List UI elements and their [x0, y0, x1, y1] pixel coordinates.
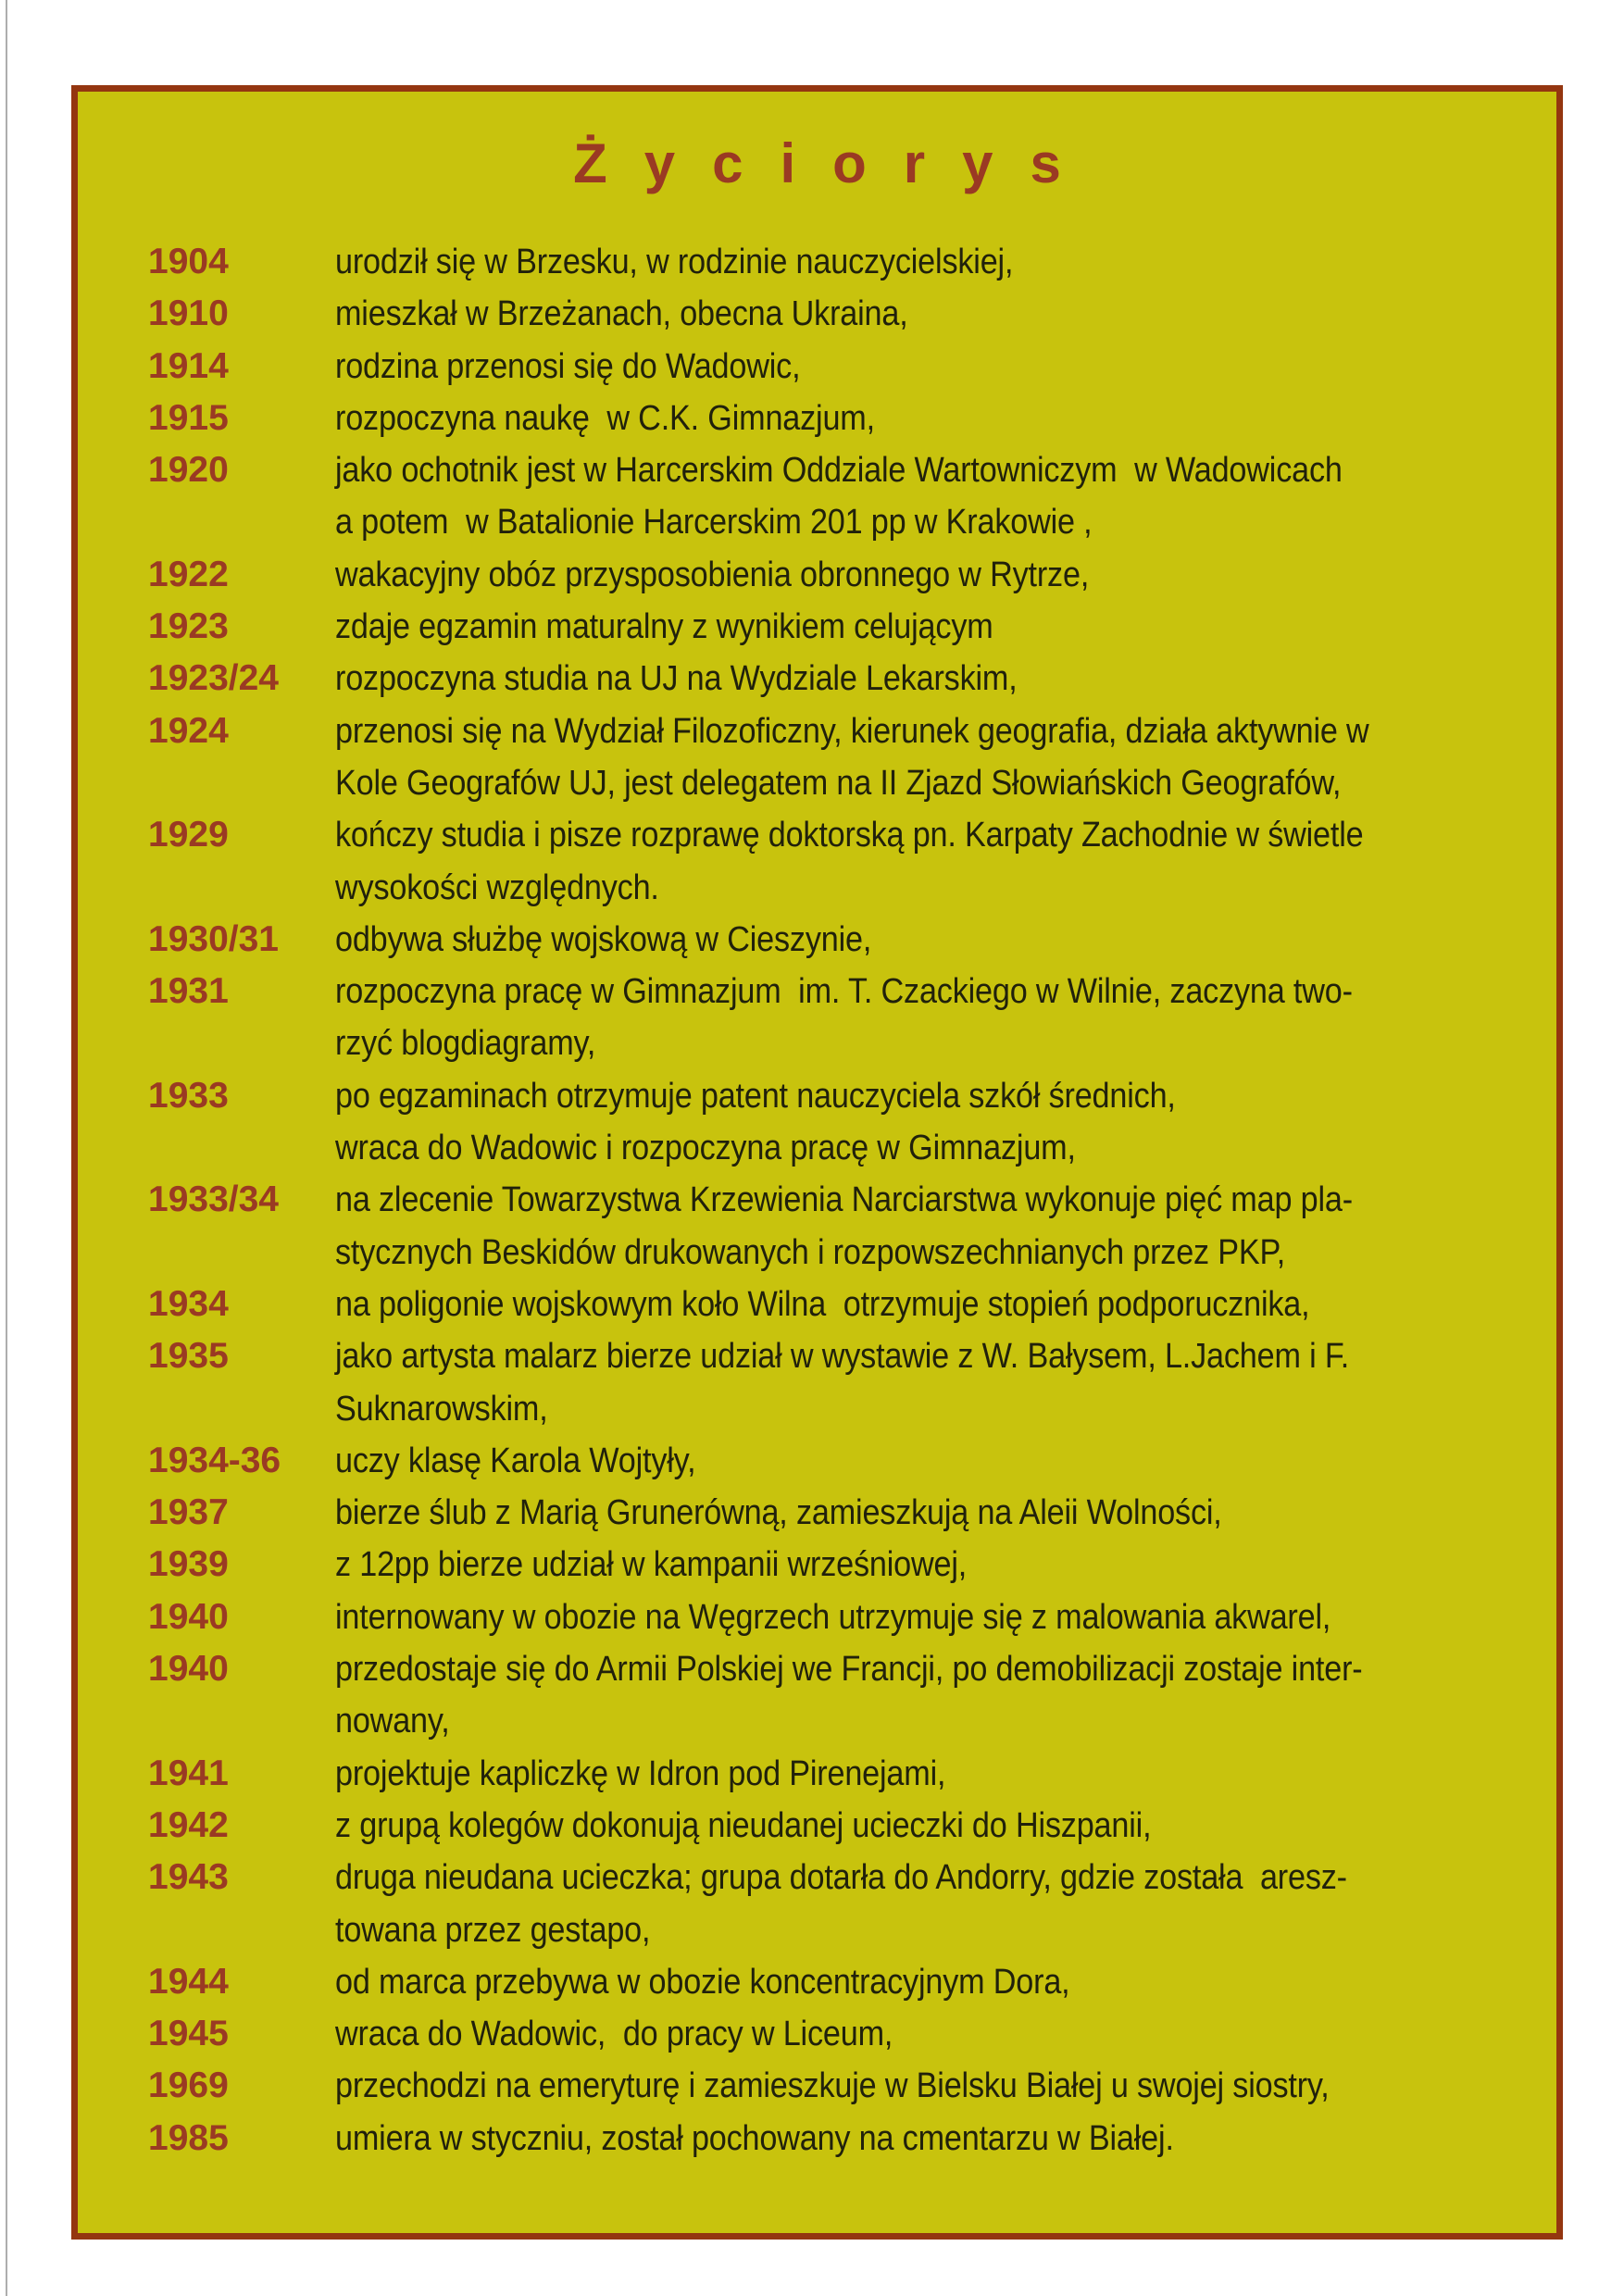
entry-text-line: jako ochotnik jest w Harcerskim Oddziale Wartowniczym w Wadowicach [335, 451, 1343, 491]
entry-year: 1942 [148, 1804, 229, 1845]
entry-year: 1937 [148, 1492, 229, 1533]
entry-text [335, 1539, 1518, 1591]
entry-text [335, 914, 1518, 966]
entry-text-line: na zlecenie Towarzystwa Krzewienia Narciarstwa wykonuje pięć map pla- [335, 1180, 1353, 1220]
entry-year: 1924 [148, 710, 229, 751]
entry-text [335, 966, 1518, 1070]
entry-text [335, 1330, 1518, 1435]
timeline-entry [148, 1070, 1518, 1175]
entry-text [335, 288, 1518, 340]
entry-text-line: mieszkał w Brzeżanach, obecna Ukraina, [335, 294, 908, 334]
timeline [148, 236, 1518, 2165]
entry-text-line: z 12pp bierze udział w kampanii wrześniowej, [335, 1545, 968, 1585]
timeline-entry [148, 549, 1518, 601]
timeline-entry [148, 705, 1518, 810]
timeline-entry [148, 966, 1518, 1070]
timeline-entry [148, 1435, 1518, 1487]
entry-year: 1915 [148, 397, 229, 438]
timeline-entry [148, 236, 1518, 288]
entry-text-line: towana przez gestapo, [335, 1910, 651, 1950]
entry-text-line: jako artysta malarz bierze udział w wystawie z W. Bałysem, L.Jachem i F. [335, 1337, 1350, 1377]
entry-text [335, 809, 1518, 914]
entry-text-line: internowany w obozie na Węgrzech utrzymuje się z malowania akwarel, [335, 1597, 1331, 1637]
entry-text [335, 393, 1518, 444]
timeline-entry [148, 914, 1518, 966]
entry-year: 1934-36 [148, 1440, 281, 1480]
timeline-entry [148, 1539, 1518, 1591]
entry-text-line: odbywa służbę wojskową w Cieszynie, [335, 919, 872, 959]
timeline-entry [148, 2008, 1518, 2060]
entry-text [335, 1279, 1518, 1330]
entry-text-line: urodził się w Brzesku, w rodzinie nauczycielskiej, [335, 243, 1014, 281]
timeline-entry [148, 1643, 1518, 1748]
entry-text-line: umiera w styczniu, został pochowany na cmentarzu w Białej. [335, 2118, 1174, 2158]
entry-text-line: przedostaje się do Armii Polskiej we Francji, po demobilizacji zostaje inter- [335, 1650, 1363, 1690]
entry-text-line: rozpoczyna studia na UJ na Wydziale Lekarskim, [335, 659, 1018, 699]
entry-text-line: uczy klasę Karola Wojtyły, [335, 1441, 696, 1480]
entry-text [335, 1748, 1518, 1800]
entry-year: 1920 [148, 450, 229, 491]
entry-text-line: wraca do Wadowic i rozpoczyna pracę w Gimnazjum, [335, 1129, 1076, 1168]
entry-year: 1985 [148, 2117, 229, 2158]
timeline-entry [148, 1279, 1518, 1330]
timeline-entry [148, 444, 1518, 549]
entry-text [335, 1800, 1518, 1852]
entry-year: 1940 [148, 1649, 229, 1690]
entry-text [335, 1956, 1518, 2008]
entry-year: 1944 [148, 1961, 229, 2002]
entry-text-line: zdaje egzamin maturalny z wynikiem celującym [335, 607, 993, 647]
entry-year: 1914 [148, 345, 229, 386]
entry-text [335, 1174, 1518, 1279]
timeline-entry [148, 1956, 1518, 2008]
timeline-entry [148, 1591, 1518, 1643]
entry-text [335, 444, 1518, 549]
entry-text-line: rodzina przenosi się do Wadowic, [335, 346, 801, 386]
entry-text-line: rozpoczyna pracę w Gimnazjum im. T. Czackiego w Wilnie, zaczyna two- [335, 972, 1353, 1012]
entry-year: 1939 [148, 1544, 229, 1585]
entry-text-line: wakacyjny obóz przysposobienia obronnego w Rytrze, [335, 555, 1090, 594]
entry-text [335, 601, 1518, 653]
entry-year: 1934 [148, 1283, 229, 1324]
timeline-entry [148, 341, 1518, 393]
entry-text-line: z grupą kolegów dokonują nieudanej ucieczki do Hiszpanii, [335, 1805, 1152, 1845]
entry-text [335, 2060, 1518, 2112]
entry-text-line: bierze ślub z Marią Grunerówną, zamieszkują na Aleii Wolności, [335, 1493, 1222, 1533]
entry-text-line: na poligonie wojskowym koło Wilna otrzymuje stopień podporucznika, [335, 1284, 1310, 1324]
entry-text [335, 653, 1518, 705]
entry-year: 1945 [148, 2014, 229, 2054]
timeline-entry [148, 809, 1518, 914]
entry-text [335, 2113, 1518, 2165]
entry-text-line: projektuje kapliczkę w Idron pod Pirenejami, [335, 1753, 946, 1793]
entry-text-line: od marca przebywa w obozie koncentracyjnym Dora, [335, 1962, 1070, 2002]
biography-page [71, 85, 1563, 2240]
timeline-entry [148, 393, 1518, 444]
entry-text [335, 549, 1518, 601]
entry-year: 1943 [148, 1857, 229, 1898]
timeline-entry [148, 1174, 1518, 1279]
entry-text [335, 1435, 1518, 1487]
entry-text [335, 705, 1518, 810]
entry-year: 1929 [148, 815, 229, 855]
timeline-entry [148, 601, 1518, 653]
entry-year: 1910 [148, 293, 229, 334]
entry-text-line: wraca do Wadowic, do pracy w Liceum, [335, 2015, 893, 2054]
entry-year: 1923 [148, 606, 229, 647]
entry-year: 1904 [148, 242, 229, 281]
entry-text [335, 1643, 1518, 1748]
entry-text [335, 236, 1518, 288]
entry-text-line: stycznych Beskidów drukowanych i rozpowszechnianych przez PKP, [335, 1232, 1286, 1272]
entry-text-line: rzyć blogdiagramy, [335, 1024, 596, 1064]
timeline-entry [148, 1330, 1518, 1435]
entry-year: 1941 [148, 1753, 229, 1793]
timeline-entry [148, 1800, 1518, 1852]
entry-year: 1933 [148, 1075, 229, 1116]
entry-text [335, 341, 1518, 393]
entry-text [335, 1487, 1518, 1539]
entry-text-line: przechodzi na emeryturę i zamieszkuje w Bielsku Białej u swojej siostry, [335, 2066, 1330, 2106]
entry-year: 1922 [148, 554, 229, 594]
page-edge-scan-line [6, 0, 7, 2296]
entry-text [335, 2008, 1518, 2060]
entry-text-line: kończy studia i pisze rozprawę doktorską pn. Karpaty Zachodnie w świetle [335, 816, 1364, 855]
entry-year: 1935 [148, 1336, 229, 1377]
entry-text-line: przenosi się na Wydział Filozoficzny, kierunek geografia, działa aktywnie w [335, 711, 1369, 751]
timeline-entry [148, 2113, 1518, 2165]
entry-text [335, 1852, 1518, 1956]
timeline-entry [148, 1748, 1518, 1800]
entry-text-line: rozpoczyna naukę w C.K. Gimnazjum, [335, 398, 875, 438]
entry-text-line: Kole Geografów UJ, jest delegatem na II Zjazd Słowiańskich Geografów, [335, 763, 1342, 803]
timeline-entry [148, 1487, 1518, 1539]
entry-text [335, 1591, 1518, 1643]
timeline-entry [148, 288, 1518, 340]
entry-year: 1933/34 [148, 1179, 279, 1220]
entry-text-line: Suknarowskim, [335, 1389, 548, 1429]
entry-year: 1940 [148, 1596, 229, 1637]
timeline-entry [148, 1852, 1518, 1956]
entry-text-line: wysokości względnych. [335, 867, 659, 907]
entry-year: 1923/24 [148, 658, 279, 699]
page-title: Życiorys [573, 132, 1098, 194]
entry-year: 1969 [148, 2065, 229, 2106]
entry-year: 1931 [148, 971, 229, 1012]
entry-year: 1930/31 [148, 918, 279, 959]
timeline-entry [148, 653, 1518, 705]
timeline-entry [148, 2060, 1518, 2112]
entry-text-line: a potem w Batalionie Harcerskim 201 pp w Krakowie , [335, 503, 1093, 543]
entry-text-line: nowany, [335, 1702, 450, 1741]
entry-text [335, 1070, 1518, 1175]
entry-text-line: po egzaminach otrzymuje patent nauczyciela szkół średnich, [335, 1076, 1176, 1116]
entry-text-line: druga nieudana ucieczka; grupa dotarła do Andorry, gdzie została aresz- [335, 1858, 1347, 1898]
